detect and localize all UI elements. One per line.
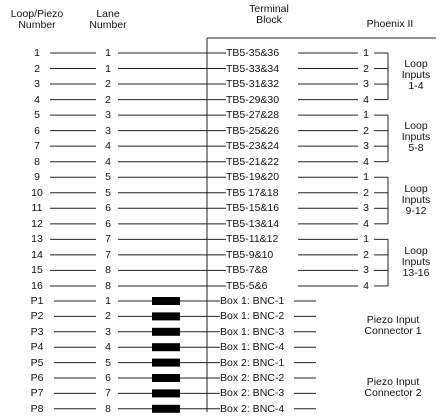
- lane-number: 3: [105, 124, 111, 137]
- loop-group-label-line: Loop: [404, 182, 428, 195]
- terminal-block-label: TB5-33&34: [226, 62, 280, 75]
- piezo-box-connector: Box 1: BNC-1: [220, 295, 285, 307]
- terminal-block-label: TB5-15&16: [226, 202, 280, 215]
- piezo-number: P4: [30, 341, 44, 354]
- loop-number: 12: [31, 217, 43, 230]
- loop-number: 13: [31, 233, 43, 246]
- lane-number: 5: [105, 186, 111, 199]
- loop-group-label-line: Inputs: [401, 69, 431, 82]
- phoenix-input-number: 4: [363, 155, 369, 168]
- loop-number: 15: [31, 264, 43, 277]
- header-lane: [80, 9, 136, 31]
- header-phoenix-label: Phoenix II: [366, 18, 414, 30]
- piezo-number: P1: [30, 295, 44, 307]
- piezo-lane-number: 1: [105, 295, 111, 307]
- loop-group-label-line: 13-16: [402, 266, 430, 279]
- phoenix-input-number: 3: [363, 202, 369, 215]
- piezo-number: P8: [30, 402, 44, 415]
- phoenix-input-number: 2: [363, 248, 369, 261]
- piezo-box-connector: Box 2: BNC-3: [220, 387, 285, 400]
- loop-group-label-line: 1-4: [408, 80, 424, 93]
- loop-group-label: [393, 184, 439, 217]
- piezo-connector-block: [152, 343, 180, 351]
- header-phoenix: [345, 19, 435, 30]
- header-terminal-line-2: Block: [256, 14, 282, 26]
- piezo-box-connector: Box 2: BNC-1: [220, 356, 285, 369]
- piezo-lane-number: 6: [105, 372, 111, 384]
- phoenix-input-number: 1: [363, 171, 369, 184]
- phoenix-input-number: 3: [363, 140, 369, 153]
- piezo-box-connector: Box 2: BNC-4: [220, 402, 285, 415]
- loop-group-label: [393, 246, 439, 279]
- piezo-box-connector: Box 1: BNC-3: [220, 325, 285, 338]
- header-lane-line-1: Lane: [96, 8, 120, 20]
- lane-number: 3: [105, 109, 111, 122]
- lane-number: 5: [105, 171, 111, 184]
- piezo-box-connector: Box 1: BNC-2: [220, 310, 285, 323]
- piezo-lane-number: 7: [105, 387, 111, 400]
- piezo-group-label-line: Piezo Input: [366, 375, 420, 388]
- loop-group-label-line: 5-8: [408, 142, 424, 155]
- lane-number: 7: [105, 248, 111, 261]
- piezo-connector-block: [152, 389, 180, 397]
- phoenix-input-number: 2: [363, 124, 369, 137]
- loop-group-label-line: Loop: [404, 58, 428, 71]
- piezo-connector-block: [152, 359, 180, 367]
- piezo-connector-block: [152, 405, 180, 413]
- terminal-block-label: TB5-35&36: [226, 47, 280, 59]
- header-loop-piezo: [4, 9, 70, 31]
- terminal-block-label: TB5-21&22: [226, 155, 280, 168]
- header-lane-line-2: Number: [89, 19, 127, 31]
- header-terminal-block: [234, 4, 304, 26]
- lane-number: 1: [105, 62, 111, 75]
- piezo-connector-block: [152, 312, 180, 320]
- lane-number: 7: [105, 233, 111, 246]
- piezo-number: P3: [30, 325, 44, 338]
- loop-number: 4: [34, 93, 40, 106]
- piezo-connector-block: [152, 374, 180, 382]
- phoenix-input-number: 1: [363, 233, 369, 246]
- lane-number: 4: [105, 155, 111, 168]
- loop-number: 3: [34, 78, 40, 91]
- terminal-block-label: TB5-27&28: [226, 109, 280, 122]
- loop-number: 14: [31, 248, 43, 261]
- phoenix-input-number: 2: [363, 62, 369, 75]
- phoenix-input-number: 1: [363, 109, 369, 122]
- loop-group-label-line: Inputs: [401, 255, 431, 268]
- phoenix-input-number: 4: [363, 93, 369, 106]
- loop-group-label: [393, 121, 439, 154]
- lane-number: 1: [105, 47, 111, 59]
- piezo-group-label: [348, 315, 438, 337]
- loop-number: 5: [34, 109, 40, 122]
- lane-number: 8: [105, 279, 111, 292]
- piezo-connector-block: [152, 328, 180, 336]
- loop-number: 8: [34, 155, 40, 168]
- loop-number: 7: [34, 140, 40, 153]
- loop-group-label-line: Inputs: [401, 131, 431, 144]
- terminal-block-label: TB5-7&8: [226, 264, 268, 277]
- piezo-number: P5: [30, 356, 44, 369]
- terminal-block-label: TB5-5&6: [226, 279, 268, 292]
- lane-number: 2: [105, 78, 111, 91]
- terminal-block-label: TB5-11&12: [226, 233, 279, 246]
- phoenix-input-number: 4: [363, 217, 369, 230]
- loop-number: 11: [31, 202, 43, 215]
- phoenix-input-number: 1: [363, 47, 369, 59]
- terminal-block-label: TB5-23&24: [226, 140, 280, 153]
- piezo-lane-number: 5: [105, 356, 111, 369]
- loop-group-label-line: Inputs: [401, 193, 431, 206]
- loop-group-label-line: 9-12: [405, 204, 427, 217]
- lane-number: 4: [105, 140, 111, 153]
- phoenix-input-number: 3: [363, 264, 369, 277]
- piezo-number: P2: [30, 310, 44, 323]
- piezo-group-label-line: Piezo Input: [366, 314, 420, 327]
- header-loop-piezo-line-2: Number: [18, 19, 56, 31]
- loop-number: 6: [34, 124, 40, 137]
- phoenix-input-number: 2: [363, 186, 369, 199]
- loop-group-label-line: Loop: [404, 244, 428, 257]
- terminal-block-label: TB5-31&32: [226, 78, 280, 91]
- loop-number: 16: [31, 279, 43, 292]
- piezo-number: P6: [30, 372, 44, 384]
- loop-group-label: [393, 59, 439, 92]
- terminal-block-label: TB5-9&10: [226, 248, 274, 261]
- header-loop-piezo-line-1: Loop/Piezo: [10, 8, 64, 20]
- piezo-connector-block: [152, 297, 180, 305]
- lane-number: 6: [105, 217, 111, 230]
- loop-number: 1: [34, 47, 40, 59]
- phoenix-input-number: 3: [363, 78, 369, 91]
- lane-number: 2: [105, 93, 111, 106]
- piezo-group-label-line: Connector 1: [364, 325, 422, 338]
- piezo-box-connector: Box 1: BNC-4: [220, 341, 285, 354]
- phoenix-input-number: 4: [363, 279, 369, 292]
- piezo-lane-number: 3: [105, 325, 111, 338]
- piezo-number: P7: [30, 387, 44, 400]
- lane-number: 6: [105, 202, 111, 215]
- piezo-group-label: [348, 377, 438, 399]
- terminal-block-label: TB5-25&26: [226, 124, 280, 137]
- loop-group-label-line: Loop: [404, 120, 428, 133]
- terminal-block-label: TB5-13&14: [226, 217, 280, 230]
- terminal-block-label: TB5 17&18: [226, 186, 279, 199]
- piezo-box-connector: Box 2: BNC-2: [220, 372, 285, 384]
- piezo-group-label-line: Connector 2: [364, 386, 422, 399]
- loop-number: 10: [31, 186, 43, 199]
- loop-number: 2: [34, 62, 40, 75]
- terminal-block-label: TB5-19&20: [226, 171, 280, 184]
- piezo-lane-number: 4: [105, 341, 111, 354]
- terminal-block-label: TB5-29&30: [226, 93, 280, 106]
- loop-number: 9: [34, 171, 40, 184]
- piezo-lane-number: 2: [105, 310, 111, 323]
- piezo-lane-number: 8: [105, 402, 111, 415]
- header-terminal-line-1: Terminal: [249, 3, 289, 15]
- lane-number: 8: [105, 264, 111, 277]
